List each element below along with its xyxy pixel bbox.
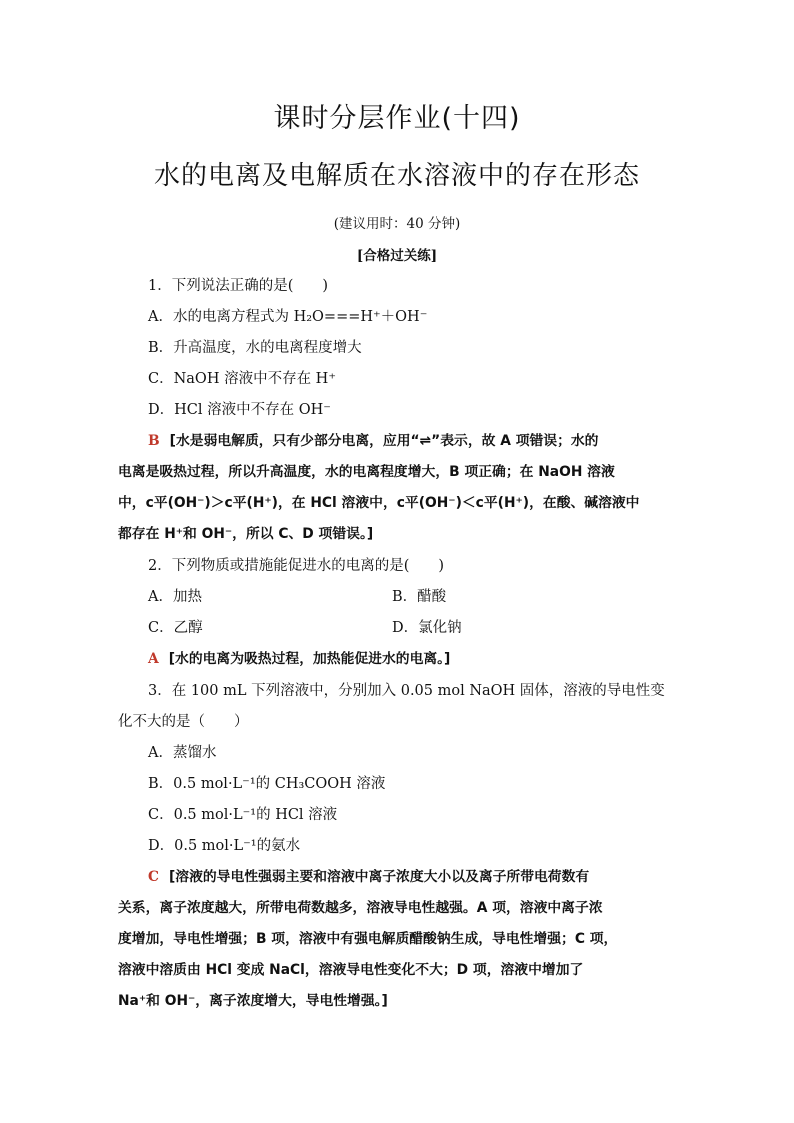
- q3-explanation-line: 关系，离子浓度越大，所带电荷数越多，溶液导电性越强。A 项，溶液中离子浓: [118, 900, 603, 916]
- time-note: (建议用时：40 分钟): [333, 216, 461, 232]
- q1-explanation-line: B [水是弱电解质，只有少部分电离，应用“⇌”表示，故 A 项错误；水的: [148, 433, 599, 449]
- q1-option-c: C．NaOH 溶液中不存在 H⁺: [148, 371, 336, 387]
- q2-option-a: A．加热: [148, 589, 202, 605]
- page-title: 课时分层作业(十四): [273, 103, 521, 134]
- section-label: [合格过关练]: [356, 248, 438, 264]
- q3-option-a: A．蒸馏水: [148, 745, 217, 761]
- q1-option-b: B．升高温度，水的电离程度增大: [148, 340, 362, 356]
- q3-answer-key: C: [148, 869, 159, 885]
- q3-explanation-line: C [溶液的导电性强弱主要和溶液中离子浓度大小以及离子所带电荷数有: [148, 869, 590, 885]
- q1-option-d: D．HCl 溶液中不存在 OH⁻: [148, 402, 331, 418]
- q3-explanation-line: 溶液中溶质由 HCl 变成 NaCl，溶液导电性变化不大；D 项，溶液中增加了: [118, 962, 584, 978]
- q3-stem-cont: 化不大的是（ ）: [118, 714, 249, 730]
- q2-option-b: B．醋酸: [392, 589, 447, 605]
- q3-option-d: D．0.5 mol·L⁻¹的氨水: [148, 838, 301, 854]
- q2-explanation-line: A [水的电离为吸热过程，加热能促进水的电离。]: [148, 651, 451, 667]
- page-subtitle: 水的电离及电解质在水溶液中的存在形态: [153, 161, 640, 191]
- q2-stem: 2．下列物质或措施能促进水的电离的是( ): [148, 558, 445, 574]
- q1-explanation-line: 中，c平(OH⁻)＞c平(H⁺)，在 HCl 溶液中，c平(OH⁻)＜c平(H⁺)，在酸、碱溶液中: [118, 495, 640, 511]
- q3-explanation-line: 度增加，导电性增强；B 项，溶液中有强电解质醋酸钠生成，导电性增强；C 项，: [118, 931, 618, 947]
- q2-option-d: D．氯化钠: [392, 620, 462, 636]
- q3-option-b: B．0.5 mol·L⁻¹的 CH₃COOH 溶液: [148, 776, 386, 792]
- q1-answer-key: B: [148, 433, 160, 449]
- q3-option-c: C．0.5 mol·L⁻¹的 HCl 溶液: [148, 807, 338, 823]
- q3-explanation-line: Na⁺和 OH⁻，离子浓度增大，导电性增强。]: [118, 993, 388, 1009]
- q1-explanation-line: 电离是吸热过程，所以升高温度，水的电离程度增大，B 项正确；在 NaOH 溶液: [118, 464, 615, 480]
- q1-explanation-line: 都存在 H⁺和 OH⁻，所以 C、D 项错误。]: [118, 526, 374, 542]
- q1-option-a: A．水的电离方程式为 H₂O===H⁺＋OH⁻: [148, 309, 428, 325]
- q1-stem: 1．下列说法正确的是( ): [148, 278, 329, 294]
- q3-stem: 3．在 100 mL 下列溶液中，分别加入 0.05 mol NaOH 固体，溶液的导电性变: [148, 683, 665, 699]
- q2-answer-key: A: [148, 651, 159, 667]
- q2-option-c: C．乙醇: [148, 620, 203, 636]
